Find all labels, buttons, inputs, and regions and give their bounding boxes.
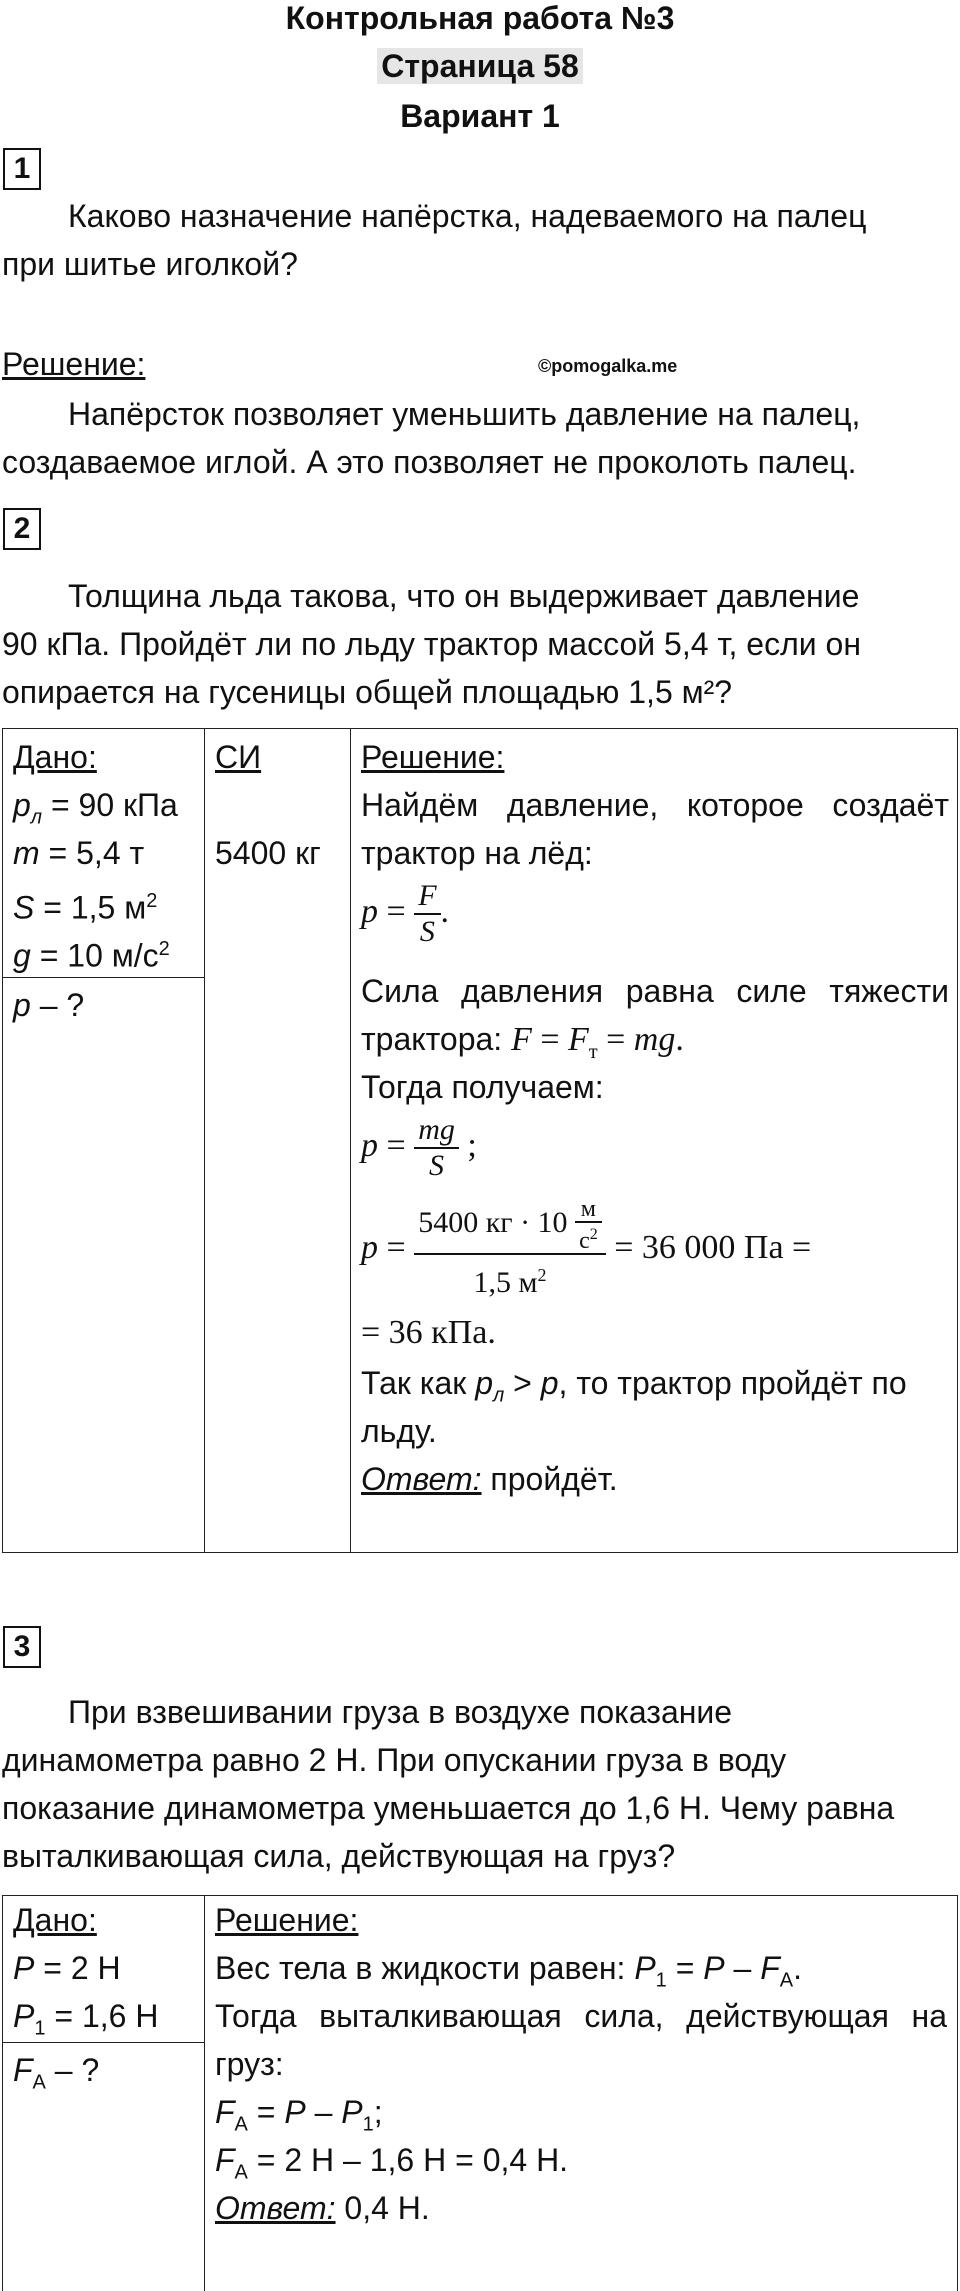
solution-line: Тогда получаем:: [361, 1069, 604, 1105]
task-2-question-line-2: 90 кПа. Пройдёт ли по льду трактор массой 5,4 т, если он: [2, 626, 861, 662]
page-number-text: Страница 58: [377, 48, 582, 84]
solution-label: Решение:: [215, 1902, 359, 1938]
column-divider: [350, 729, 351, 1552]
answer-label: Ответ:: [361, 1461, 482, 1497]
column-divider: [204, 729, 205, 1552]
solution-line: льду.: [361, 1413, 437, 1449]
given-item: $p_л = 90$ кПа: [13, 787, 178, 829]
task-1-solution-label: Решение:: [2, 346, 146, 382]
page-title: Контрольная работа №3: [285, 0, 675, 36]
given-item: $P_1 = 1,6$ Н: [13, 1998, 159, 2040]
task-1-question-line-2: при шитье иголкой?: [2, 246, 298, 282]
task-1-solution-line-2: создаваемое иглой. А это позволяет не проколоть палец.: [2, 444, 857, 480]
task-1-question-line-1: Каково назначение напёрстка, надеваемого на палец: [68, 198, 867, 234]
solution-line: Так как $p_л > p$, то трактор пройдёт по: [361, 1365, 907, 1407]
given-label: Дано:: [13, 1902, 97, 1938]
solution-label: Решение:: [361, 739, 505, 775]
formula-result: = 36 кПа.: [361, 1314, 496, 1351]
task-3-question-line-1: При взвешивании груза в воздухе показание: [68, 1694, 733, 1730]
answer-label: Ответ:: [215, 2190, 336, 2226]
solution-line: Сила давления равна силе тяжести: [361, 973, 949, 1009]
solution-line: груз:: [215, 2046, 284, 2082]
answer-line: [215, 2184, 430, 2232]
answer-value: 0,4 Н.: [344, 2190, 430, 2226]
task-2-number: 2: [3, 508, 41, 550]
formula-pressure: p = $\frac{F}{S}$ .: [361, 879, 450, 948]
answer-value: пройдёт.: [490, 1461, 618, 1497]
task-3-table: [2, 1895, 958, 2291]
formula-calculation: p = 5400 кг · 10 $\frac{м}{с^2}$ 1,5 $м^2$ = 36 000 Па =: [361, 1197, 951, 1303]
given-item: g = 10 $м/с^2$: [13, 937, 170, 974]
watermark: ©pomogalka.me: [538, 356, 678, 376]
page-number: [0, 42, 960, 90]
solution-line: Вес тела в жидкости равен: $P_1 = P - F_A$.: [215, 1950, 802, 1992]
solution-line: Тогда выталкивающая сила, действующая на: [215, 1998, 947, 2034]
task-3-question-line-3: показание динамометра уменьшается до 1,6 Н. Чему равна: [2, 1790, 895, 1826]
column-divider: [204, 1896, 205, 2291]
task-3-question-line-2: динамометра равно 2 Н. При опускании груза в воду: [2, 1742, 787, 1778]
variant-label: Вариант 1: [400, 98, 560, 134]
task-2-table: [2, 728, 958, 1553]
given-label: Дано:: [13, 739, 97, 775]
si-label: СИ: [215, 739, 262, 775]
solution-line: Найдём давление, которое создаёт: [361, 787, 949, 823]
si-item: 5400 кг: [215, 835, 321, 871]
solution-line: $F_A = P - P_1$;: [215, 2094, 383, 2136]
given-item: m = 5,4 т: [13, 835, 145, 871]
solution-line: трактор на лёд:: [361, 835, 593, 871]
task-2-question-line-1: Толщина льда такова, что он выдерживает давление: [68, 578, 860, 614]
solution-line: $F_A = 2$ Н – 1,6 Н = 0,4 Н.: [215, 2142, 569, 2184]
task-3-number: 3: [3, 1626, 41, 1668]
task-3-question-line-4: выталкивающая сила, действующая на груз?: [2, 1838, 676, 1874]
solution-line: трактора: $F = F_т$ = mg.: [361, 1021, 684, 1063]
given-item: S = 1,5 $м^2$: [13, 889, 158, 926]
given-item: P = 2 Н: [13, 1950, 121, 1986]
find-item: $F_A$ – ?: [13, 2052, 100, 2094]
task-1-number: 1: [3, 148, 41, 190]
formula-pressure-mg: p = $\frac{mg}{S}$ ;: [361, 1113, 477, 1182]
task-1-solution-line-1: Напёрсток позволяет уменьшить давление на палец,: [68, 396, 861, 432]
find-item: p – ?: [13, 987, 85, 1023]
task-2-question-line-3: опирается на гусеницы общей площадью 1,5 м²?: [2, 674, 733, 710]
answer-line: [361, 1455, 618, 1503]
